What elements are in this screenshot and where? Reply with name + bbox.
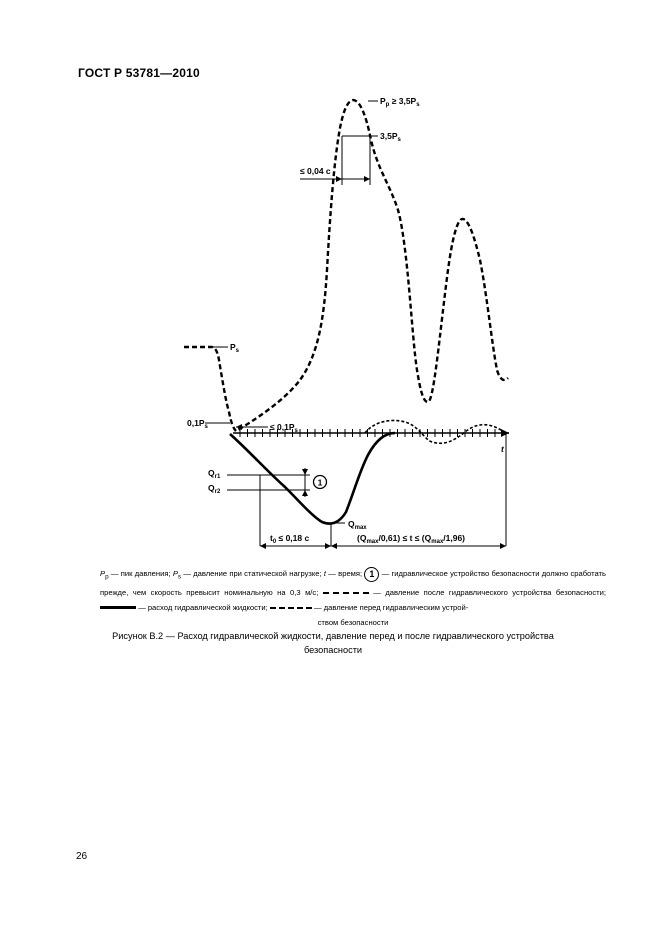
interval-label: $(Q_{max}/0,61) \le t \le (Q_{max}/1,96)$ [357, 533, 466, 545]
annotation-arrows [236, 176, 506, 549]
dt-004-label: ≤ 0,04 c [300, 166, 331, 176]
static-pressure-label: $P_s$ [230, 342, 240, 354]
figure-legend: $P_p$ — пик давления; $P_s$ — давление при статической нагрузке; t — время; 1 — гидравлическое устройство безопасности должно сработать прежде, чем скорость превысит номинальную на 0,3 м/с; — давление после гидравлического устройства безопасности; — расход гидравлической жидкости; — давление перед гидравлическим устрой- ством безопасности [100, 568, 606, 627]
solid-swatch [100, 606, 136, 609]
document-header: ГОСТ Р 53781—2010 [78, 66, 200, 80]
dashed-fine-swatch [323, 592, 369, 594]
page-number: 26 [76, 851, 88, 862]
dashed-heavy-swatch [270, 607, 312, 609]
peak-pressure-label: $P_p \ge 3,5P_s$ [380, 96, 420, 108]
safety-device-marker-label: 1 [317, 477, 323, 488]
t0-label: $t_0 \le 0,18$ c [270, 533, 310, 545]
figure-caption: Рисунок В.2 — Расход гидравлической жидкости, давление перед и после гидравлического устройства безопасности [112, 631, 554, 655]
safety-device-legend-marker: 1 [364, 567, 379, 582]
qmax-label: $Q_{max}$ [348, 519, 367, 531]
flow-rate-curve [230, 433, 395, 524]
annotation-lines [205, 101, 506, 546]
level-35ps-label: $3,5P_s$ [380, 131, 401, 143]
ps01-right-label: ≤ $0,1P_s$ [270, 422, 298, 434]
pressure-before-curve [184, 100, 508, 431]
ps01-left-label: $0,1P_s$ [187, 418, 208, 430]
q1-label: $Q_{r1}$ [208, 468, 221, 480]
time-axis-arrow [501, 429, 509, 437]
q2-label: $Q_{r2}$ [208, 483, 221, 495]
time-axis-label: t [501, 444, 504, 454]
